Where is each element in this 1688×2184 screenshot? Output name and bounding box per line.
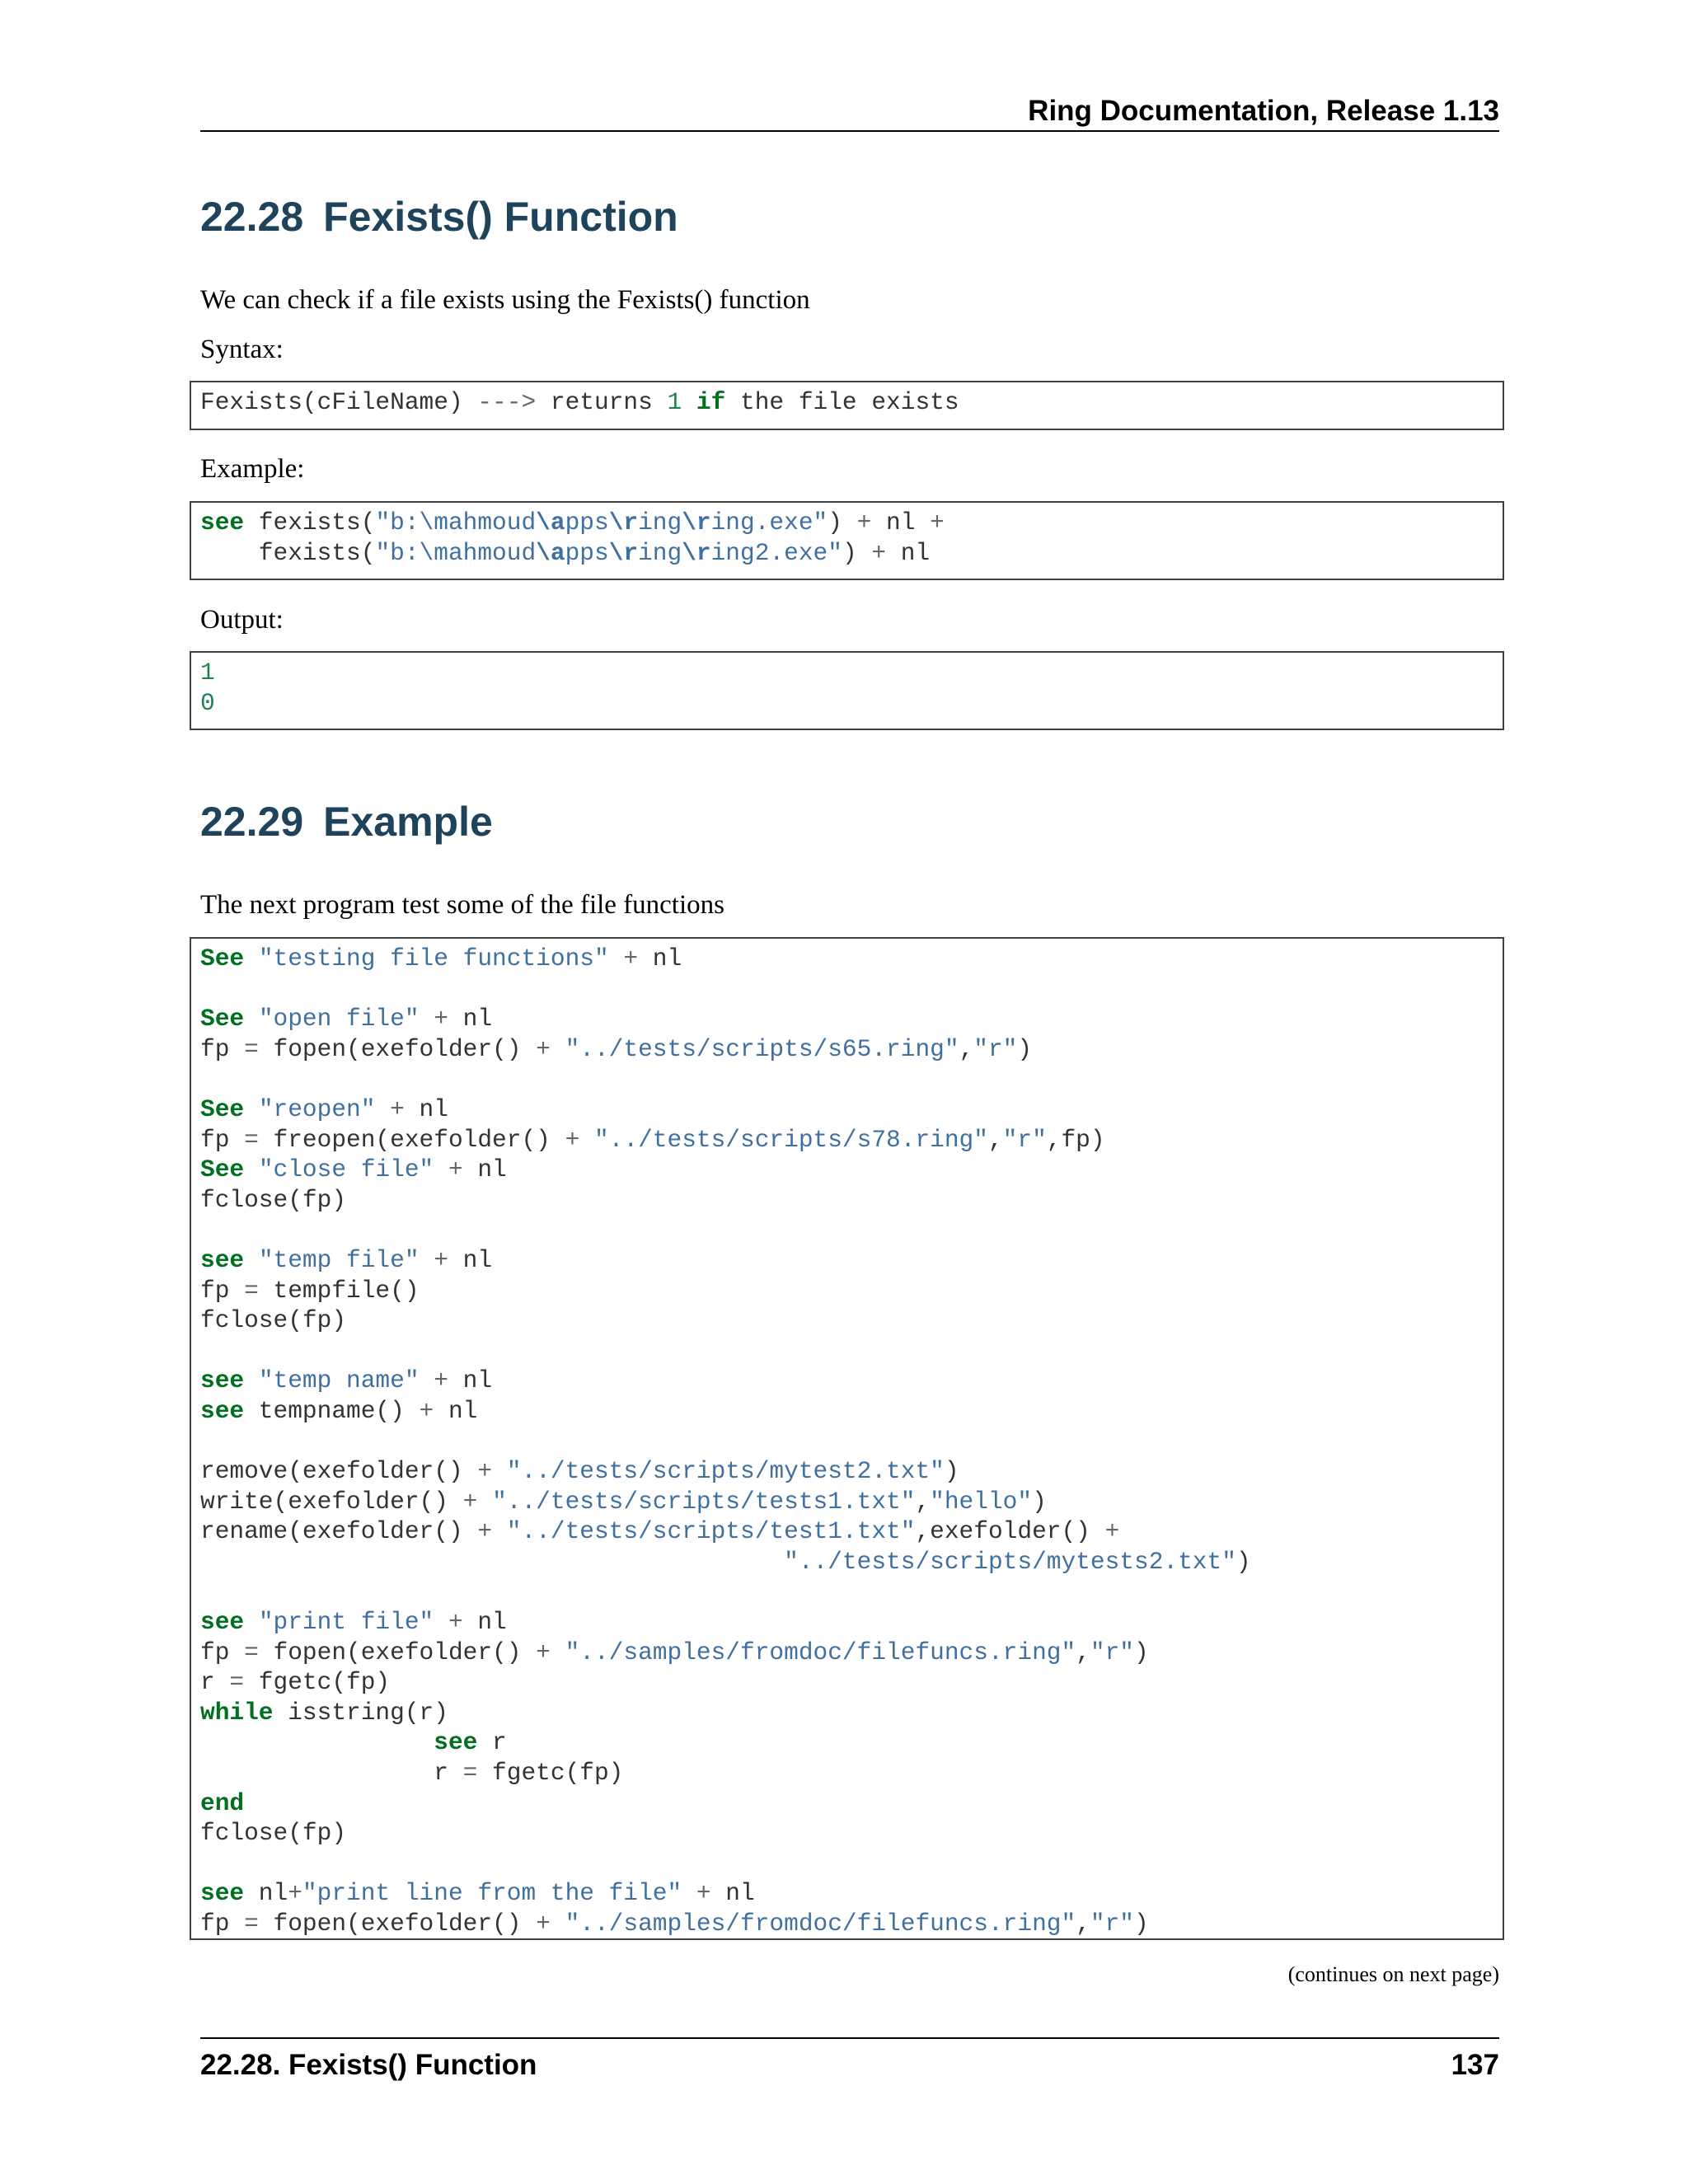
code-token: nl xyxy=(638,944,682,972)
code-token xyxy=(420,1246,434,1274)
code-token: ---> xyxy=(477,388,537,416)
code-token: 1 xyxy=(200,658,215,687)
code-token: "r" xyxy=(1090,1638,1134,1666)
syntax-code xyxy=(191,382,1503,418)
code-token: fopen(exefolder() xyxy=(258,1910,537,1938)
code-line xyxy=(200,1276,1503,1306)
page-number: 137 xyxy=(1451,2049,1499,2081)
code-token: + xyxy=(1104,1517,1120,1546)
code-token: the file exists xyxy=(725,388,959,416)
code-token: = xyxy=(244,1638,259,1666)
output-code-block xyxy=(190,651,1504,730)
code-token: ) xyxy=(1032,1487,1047,1516)
code-token xyxy=(492,1457,507,1485)
code-token xyxy=(244,1095,259,1123)
code-token: nl xyxy=(244,1879,288,1908)
code-token: Fexists(cFileName) xyxy=(200,388,478,416)
example-code xyxy=(191,503,1503,568)
code-line xyxy=(200,658,1503,688)
code-token: ) xyxy=(1134,1638,1149,1666)
code-line xyxy=(200,1305,1503,1336)
code-token: = xyxy=(244,1034,259,1063)
code-line xyxy=(200,1607,1503,1638)
code-token xyxy=(434,1608,448,1636)
code-token: + xyxy=(696,1879,711,1908)
code-token: see xyxy=(200,1608,245,1637)
code-line xyxy=(200,387,1503,418)
code-token: ) xyxy=(828,509,857,537)
code-token: , xyxy=(959,1034,974,1063)
section-heading-fexists xyxy=(200,192,678,241)
code-token: + xyxy=(390,1094,405,1123)
code-token: "reopen" xyxy=(258,1094,376,1123)
code-token: "../tests/scripts/test1.txt" xyxy=(506,1517,916,1546)
code-token xyxy=(579,1126,594,1154)
code-token: if xyxy=(696,388,726,416)
code-token xyxy=(200,1548,784,1576)
code-token: ing xyxy=(638,509,682,537)
code-token: freopen(exefolder() xyxy=(258,1125,565,1154)
code-token: pps xyxy=(565,509,609,537)
code-token: \r xyxy=(608,509,639,537)
code-token xyxy=(551,1638,565,1666)
code-token xyxy=(477,1488,492,1516)
code-token: + xyxy=(477,1457,493,1486)
section-heading-example xyxy=(200,797,493,846)
code-token: nl xyxy=(871,509,931,537)
code-token: + xyxy=(434,1005,448,1033)
output-label: Output: xyxy=(200,605,284,635)
code-line xyxy=(200,1245,1503,1276)
code-token: + xyxy=(434,1245,448,1274)
code-token: "../tests/scripts/mytests2.txt" xyxy=(784,1547,1236,1576)
code-token: tempfile() xyxy=(258,1276,420,1305)
code-line xyxy=(200,1064,1503,1094)
code-token: fopen(exefolder() xyxy=(258,1034,537,1063)
code-token: end xyxy=(200,1788,245,1817)
code-token: = xyxy=(229,1668,245,1697)
code-line xyxy=(200,1909,1503,1939)
code-token: = xyxy=(244,1125,259,1154)
code-token: + xyxy=(856,509,872,537)
code-token: while xyxy=(200,1698,274,1727)
code-token: = xyxy=(462,1759,478,1788)
code-token: pps xyxy=(565,538,609,567)
code-token: ) xyxy=(842,538,872,567)
section-intro: The next program test some of the file functions xyxy=(200,890,724,920)
code-token: "close file" xyxy=(258,1155,434,1184)
code-token: see xyxy=(200,1366,245,1395)
code-token: "r" xyxy=(973,1034,1018,1063)
code-token: see xyxy=(200,1879,245,1908)
code-token: ) xyxy=(1134,1910,1149,1938)
code-token: nl xyxy=(448,1366,493,1395)
code-token: See xyxy=(200,944,245,972)
code-line xyxy=(200,1185,1503,1216)
code-token: r xyxy=(477,1728,507,1757)
section-title: Example xyxy=(323,799,493,845)
code-token: rename(exefolder() xyxy=(200,1517,478,1546)
code-token: See xyxy=(200,1094,245,1123)
code-token xyxy=(244,1366,259,1394)
code-token: ) xyxy=(1236,1547,1251,1576)
code-token: fclose(fp) xyxy=(200,1819,347,1848)
code-line xyxy=(200,1667,1503,1698)
footer-section: 22.28. Fexists() Function xyxy=(200,2049,537,2081)
code-token: "b:\mahmoud xyxy=(375,538,537,567)
code-token: , xyxy=(1076,1638,1090,1666)
code-token: nl xyxy=(434,1396,478,1425)
code-token: nl xyxy=(404,1094,448,1123)
code-token: , xyxy=(987,1125,1003,1154)
code-token: fp xyxy=(200,1910,245,1938)
code-line xyxy=(200,1125,1503,1155)
code-token: 1 xyxy=(667,388,682,416)
code-token: + xyxy=(565,1125,580,1154)
code-line xyxy=(200,1516,1503,1547)
code-token: "r" xyxy=(1090,1910,1134,1938)
code-token: "temp name" xyxy=(258,1366,420,1395)
code-line xyxy=(200,508,1503,538)
code-token: tempname() xyxy=(244,1396,420,1425)
code-line xyxy=(200,1396,1503,1427)
code-token: returns xyxy=(536,388,668,416)
code-token xyxy=(244,944,259,972)
code-line xyxy=(200,1758,1503,1788)
code-line xyxy=(200,1487,1503,1517)
code-token: + xyxy=(536,1638,551,1666)
code-line xyxy=(200,1727,1503,1758)
code-token xyxy=(609,944,624,972)
code-token: = xyxy=(244,1910,259,1938)
code-line xyxy=(200,1788,1503,1819)
code-token: , xyxy=(915,1487,931,1516)
code-line xyxy=(200,1094,1503,1125)
page-footer xyxy=(200,2037,1499,2081)
code-token: see xyxy=(200,1396,245,1425)
code-token: + xyxy=(623,944,639,972)
code-token: ,exefolder() xyxy=(915,1517,1105,1546)
code-line xyxy=(200,538,1503,569)
code-line xyxy=(200,974,1503,1005)
code-token: see xyxy=(200,509,245,537)
header-title: Ring Documentation, Release 1.13 xyxy=(1028,95,1499,127)
continues-note: (continues on next page) xyxy=(1287,1962,1499,1986)
program-code-block xyxy=(190,937,1504,1940)
code-token: + xyxy=(288,1879,302,1908)
code-token: "print file" xyxy=(258,1608,434,1637)
code-token: + xyxy=(871,538,887,567)
code-token: fexists( xyxy=(200,538,376,567)
section-title: Fexists() Function xyxy=(323,194,678,240)
code-token: + xyxy=(477,1517,493,1546)
code-line xyxy=(200,1878,1503,1909)
code-token: "r" xyxy=(1002,1125,1047,1154)
code-token: fclose(fp) xyxy=(200,1306,347,1335)
code-line xyxy=(200,688,1503,719)
code-line xyxy=(200,1456,1503,1487)
code-token: see xyxy=(434,1728,478,1757)
code-token: nl xyxy=(710,1879,755,1908)
program-code xyxy=(191,939,1503,1939)
code-token: nl xyxy=(448,1005,493,1033)
code-line xyxy=(200,1547,1503,1577)
example-label: Example: xyxy=(200,454,305,484)
section-number: 22.28 xyxy=(200,194,304,240)
code-token: ing.exe" xyxy=(710,509,828,537)
code-line xyxy=(200,1638,1503,1668)
code-line xyxy=(200,1336,1503,1366)
code-token: See xyxy=(200,1005,245,1033)
code-token: "testing file functions" xyxy=(258,944,609,972)
code-token: + xyxy=(930,509,945,537)
code-token: ing xyxy=(638,538,682,567)
code-token xyxy=(434,1155,448,1183)
code-token: "temp file" xyxy=(258,1245,420,1274)
code-line xyxy=(200,944,1503,974)
code-line xyxy=(200,1818,1503,1849)
code-token: "../tests/scripts/tests1.txt" xyxy=(492,1487,916,1516)
code-token xyxy=(682,1879,696,1907)
code-line xyxy=(200,1849,1503,1879)
code-token: \r xyxy=(682,538,711,567)
code-token xyxy=(420,1005,434,1033)
code-token: + xyxy=(419,1396,434,1425)
page-header xyxy=(200,92,1499,132)
code-token: see xyxy=(200,1245,245,1274)
code-line xyxy=(200,1698,1503,1728)
code-token: "b:\mahmoud xyxy=(375,509,537,537)
code-token: \a xyxy=(536,538,565,567)
code-token: fgetc(fp) xyxy=(477,1759,624,1788)
code-token: + xyxy=(448,1155,463,1184)
code-token: = xyxy=(244,1276,259,1305)
code-token: "print line from the file" xyxy=(302,1879,682,1908)
code-token: 0 xyxy=(200,688,215,717)
output-code xyxy=(191,653,1503,718)
code-token: + xyxy=(448,1608,463,1637)
code-line xyxy=(200,1577,1503,1607)
code-token xyxy=(420,1366,434,1394)
code-line xyxy=(200,1215,1503,1245)
code-token: fp xyxy=(200,1125,245,1154)
code-token xyxy=(244,1005,259,1033)
code-line xyxy=(200,1366,1503,1396)
code-token: + xyxy=(434,1366,448,1395)
code-token xyxy=(244,1155,259,1183)
code-token: r xyxy=(200,1759,463,1788)
code-token: \r xyxy=(608,538,639,567)
code-token: ) xyxy=(944,1457,959,1486)
code-token xyxy=(244,1608,259,1636)
code-token: See xyxy=(200,1155,245,1184)
code-token xyxy=(244,1246,259,1274)
code-token: remove(exefolder() xyxy=(200,1457,478,1486)
code-token: "../samples/fromdoc/filefuncs.ring" xyxy=(565,1638,1076,1666)
code-token xyxy=(200,1728,434,1756)
code-token: r xyxy=(200,1668,230,1697)
code-token xyxy=(551,1035,565,1063)
code-token: + xyxy=(536,1910,551,1938)
code-token: \a xyxy=(536,509,565,537)
code-token: "../samples/fromdoc/filefuncs.ring" xyxy=(565,1910,1076,1938)
code-token: nl xyxy=(462,1608,507,1637)
syntax-label: Syntax: xyxy=(200,335,284,364)
code-token: fexists( xyxy=(244,509,376,537)
code-token xyxy=(682,388,696,416)
code-token: fp xyxy=(200,1638,245,1666)
code-token xyxy=(492,1517,507,1545)
code-token: fclose(fp) xyxy=(200,1185,347,1214)
code-line xyxy=(200,1155,1503,1185)
code-token: write(exefolder() xyxy=(200,1487,463,1516)
code-token: \r xyxy=(682,509,711,537)
code-line xyxy=(200,1004,1503,1034)
code-token: "../tests/scripts/s78.ring" xyxy=(593,1125,988,1154)
code-token: "hello" xyxy=(930,1487,1033,1516)
code-token xyxy=(551,1910,565,1938)
code-token: nl xyxy=(448,1245,493,1274)
code-token: fgetc(fp) xyxy=(244,1668,391,1697)
code-token: ) xyxy=(1017,1034,1033,1063)
code-token: fp xyxy=(200,1034,245,1063)
section-intro: We can check if a file exists using the Fexists() function xyxy=(200,285,810,315)
code-token: "open file" xyxy=(258,1005,420,1033)
code-line xyxy=(200,1427,1503,1457)
code-token: , xyxy=(1076,1910,1090,1938)
example-code-block xyxy=(190,501,1504,580)
code-token: fp xyxy=(200,1276,245,1305)
code-token: fopen(exefolder() xyxy=(258,1638,537,1666)
code-token: + xyxy=(536,1034,551,1063)
code-token: isstring(r) xyxy=(273,1698,448,1727)
code-token: nl xyxy=(462,1155,507,1184)
code-token: "../tests/scripts/s65.ring" xyxy=(565,1034,959,1063)
code-token: ing2.exe" xyxy=(710,538,842,567)
code-line xyxy=(200,1034,1503,1065)
code-token xyxy=(375,1095,390,1123)
code-token: nl xyxy=(886,538,931,567)
section-number: 22.29 xyxy=(200,799,304,845)
syntax-code-block xyxy=(190,381,1504,430)
code-token: + xyxy=(462,1487,478,1516)
code-token: ,fp) xyxy=(1046,1125,1105,1154)
code-token: "../tests/scripts/mytest2.txt" xyxy=(506,1457,945,1486)
